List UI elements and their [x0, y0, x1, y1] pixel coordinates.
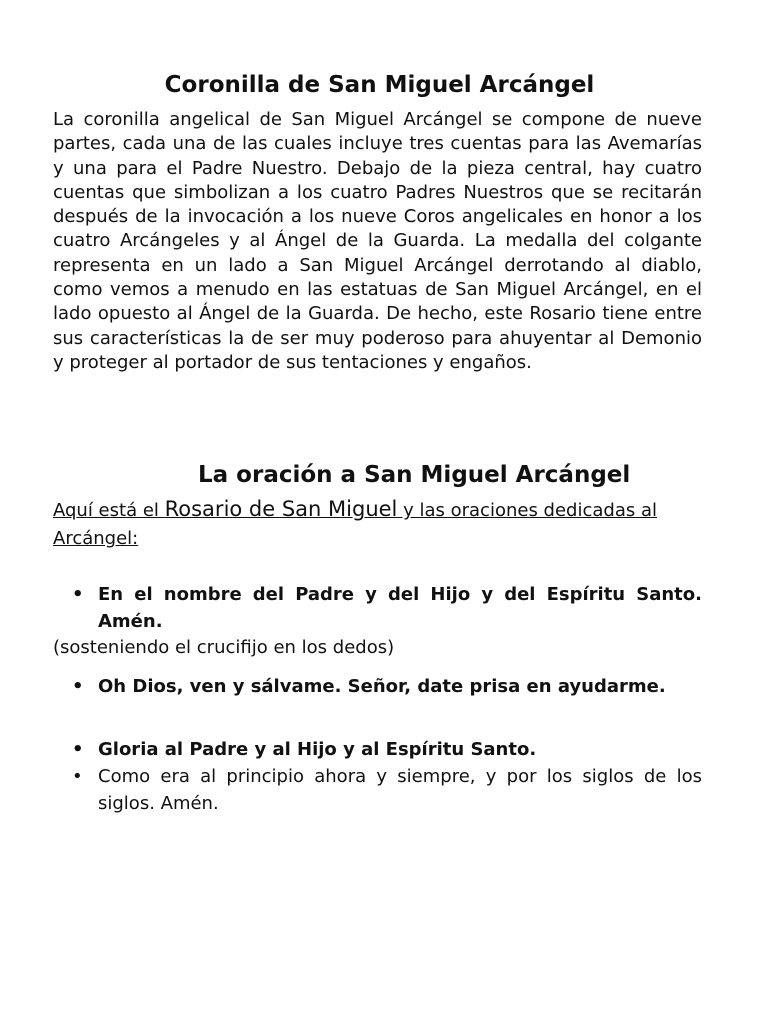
- prayer-item: [53, 763, 702, 817]
- prayer-item: [53, 581, 702, 635]
- prayer-item: [53, 673, 702, 700]
- bullet-icon: •: [72, 676, 84, 698]
- intro-paragraph: La coronilla angelical de San Miguel Arcángel se compone de nueve partes, cada una de las cuales incluye tres cuentas para las Avemarías y una para el Padre Nuestro. Debajo de la pieza central, hay cuatro cuentas que simbolizan a los cuatro Padres Nuestros que se recitarán después de la invocación a los nueve Coros angelicales en honor a los cuatro Arcángeles y al Ángel de la Guarda. La medalla del colgante representa en un lado a San Miguel Arcángel derrotando al diablo, como vemos a menudo en las estatuas de San Miguel Arcángel, en el lado opuesto al Ángel de la Guarda. De hecho, este Rosario tiene entre sus características la de ser muy poderoso para ahuyentar al Demonio y proteger al portador de sus tentaciones y engaños.: [53, 109, 702, 373]
- bullet-icon: •: [72, 584, 84, 606]
- bullet-icon: •: [72, 739, 84, 761]
- prayer-item-text: En el nombre del Padre y del Hijo y del Espíritu Santo. Amén.: [98, 584, 702, 633]
- document-title: Coronilla de San Miguel Arcángel: [164, 72, 595, 98]
- bullet-icon: •: [72, 766, 83, 788]
- section-title: La oración a San Miguel Arcángel: [198, 462, 631, 489]
- prayer-item-text: Oh Dios, ven y sálvame. Señor, date prisa en ayudarme.: [98, 676, 666, 698]
- instruction-note: (sosteniendo el crucifijo en los dedos): [53, 637, 395, 659]
- subtitle-emphasis: Rosario de San Miguel: [164, 497, 398, 522]
- subtitle-start: Aquí está el: [53, 500, 165, 522]
- prayer-list-1: [53, 581, 702, 635]
- prayer-item: [53, 736, 702, 763]
- prayer-item-text: Gloria al Padre y al Hijo y al Espíritu Santo.: [98, 739, 537, 761]
- section-subtitle: [53, 495, 702, 553]
- prayer-list-3: [53, 736, 702, 817]
- subtitle-end: y las oraciones dedicadas al Arcángel:: [53, 500, 657, 550]
- prayer-item-text: Como era al principio ahora y siempre, y por los siglos de los siglos. Amén.: [98, 766, 702, 815]
- prayer-list-2: [53, 673, 702, 700]
- document-page: [53, 68, 702, 817]
